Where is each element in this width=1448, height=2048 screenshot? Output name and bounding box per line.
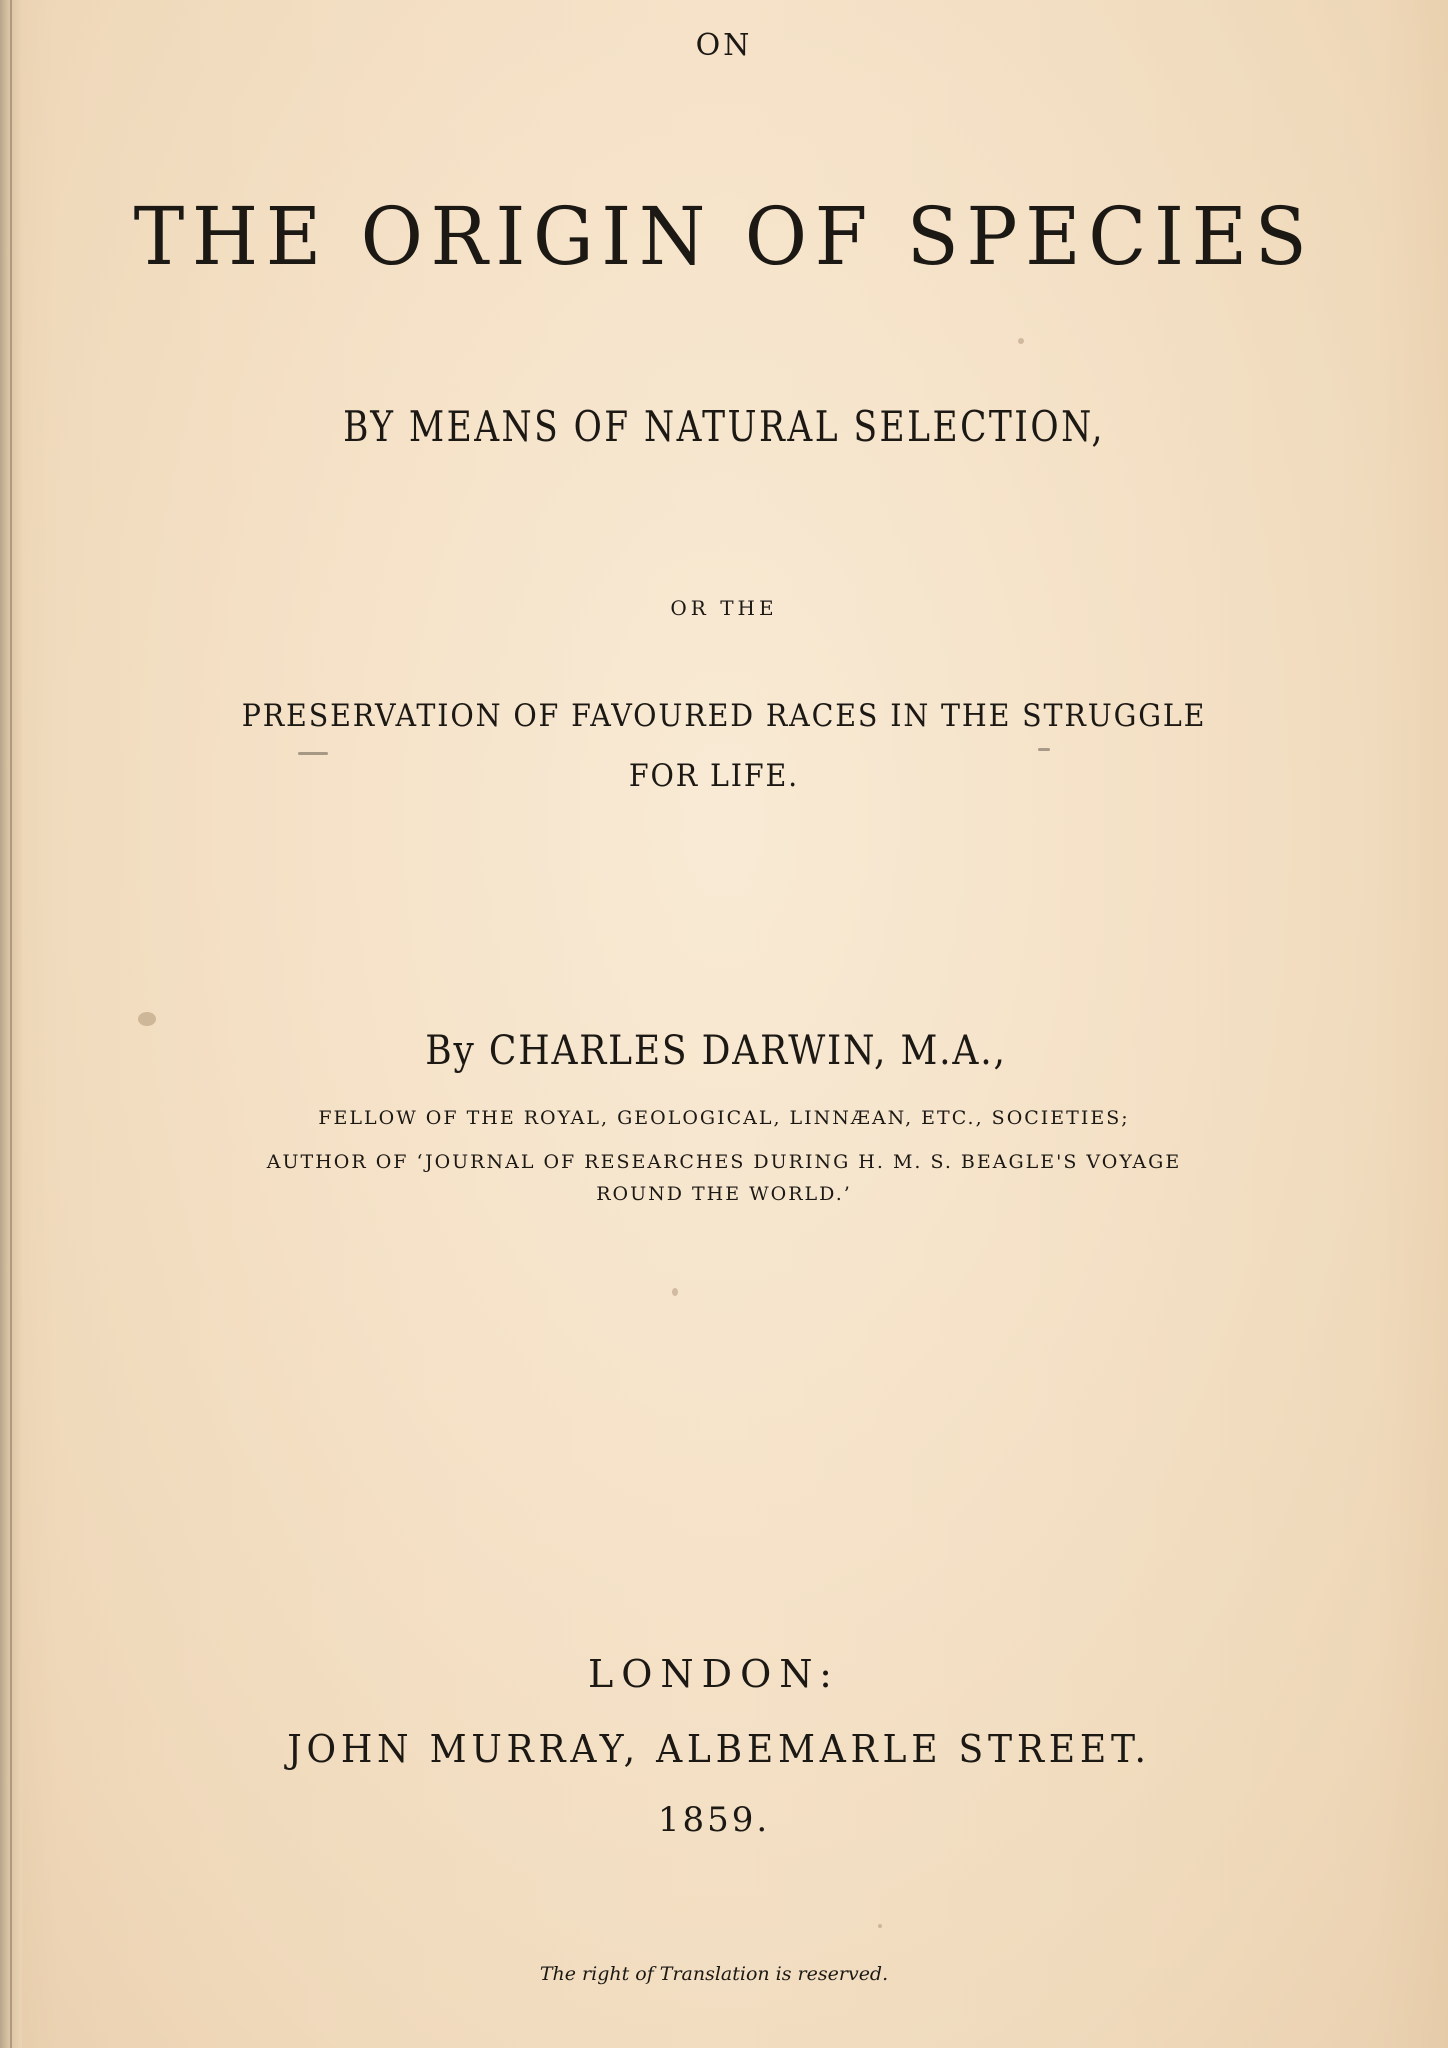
author-line: By CHARLES DARWIN, M.A., — [425, 1028, 1007, 1074]
paper-speck — [1018, 338, 1024, 344]
credentials-line-2: AUTHOR OF ‘JOURNAL OF RESEARCHES DURING H. M. S. BEAGLE'S VOYAGE — [266, 1151, 1182, 1173]
subtitle: BY MEANS OF NATURAL SELECTION, — [343, 402, 1105, 451]
paper-speck — [672, 1288, 678, 1296]
publication-year: 1859. — [657, 1800, 771, 1840]
credentials-line-1: FELLOW OF THE ROYAL, GEOLOGICAL, LINNÆAN, ETC., SOCIETIES; — [318, 1107, 1130, 1129]
rights-notice: The right of Translation is reserved. — [539, 1963, 889, 1985]
binding-line — [10, 0, 12, 2048]
title-on: ON — [695, 28, 753, 63]
imprint-city: LONDON: — [588, 1652, 840, 1696]
paper-speck — [138, 1012, 156, 1026]
publisher: JOHN MURRAY, ALBEMARLE STREET. — [287, 1727, 1151, 1771]
alt-title-line-2: FOR LIFE. — [628, 758, 800, 794]
credentials-line-3: ROUND THE WORLD.’ — [596, 1183, 852, 1205]
ink-smudge — [298, 752, 328, 755]
or-the: OR THE — [670, 596, 778, 620]
paper-speck — [878, 1924, 882, 1928]
alt-title-line-1: PRESERVATION OF FAVOURED RACES IN THE STRUGGLE — [241, 698, 1207, 734]
ink-smudge — [1038, 748, 1050, 751]
main-title: THE ORIGIN OF SPECIES — [133, 190, 1315, 283]
